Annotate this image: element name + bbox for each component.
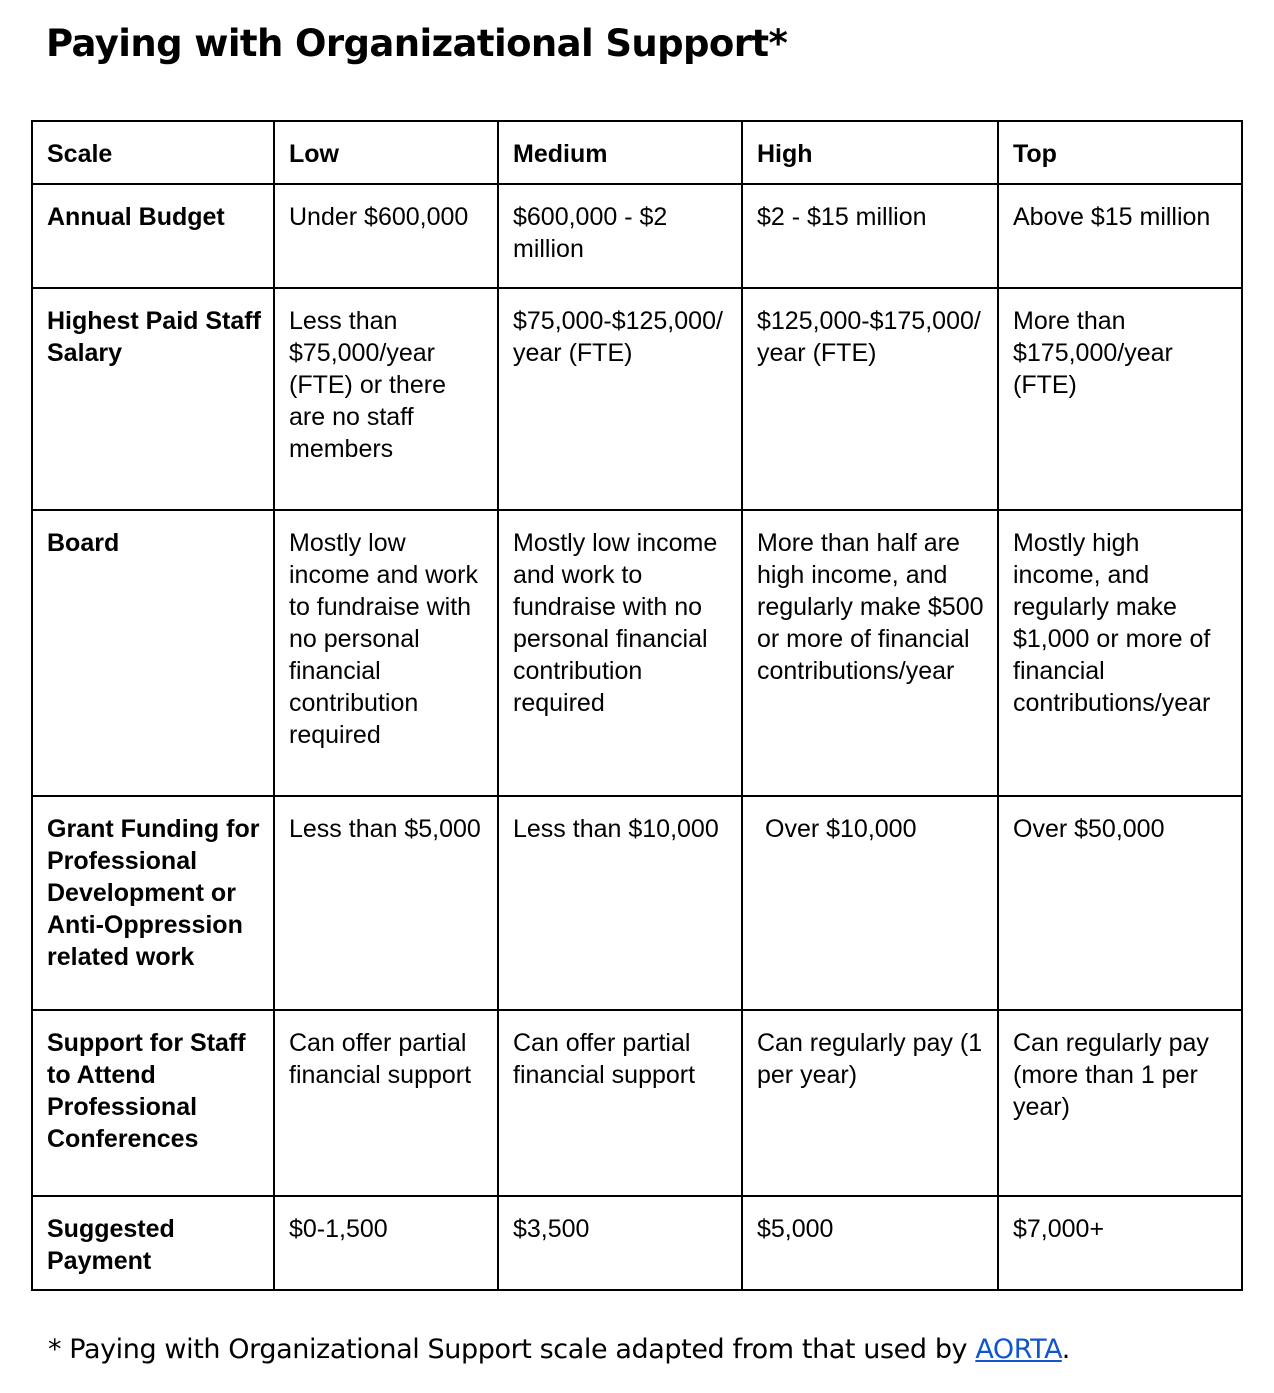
header-cell-high: High [742, 121, 998, 184]
header-cell-low: Low [274, 121, 498, 184]
header-cell-scale: Scale [32, 121, 274, 184]
table-cell: Mostly high income, and regularly make $1,000 or more of financial contributions/year [998, 510, 1242, 796]
header-cell-medium: Medium [498, 121, 742, 184]
table-cell: Can offer partial financial support [274, 1010, 498, 1196]
table-row-highest-paid-staff-salary [32, 288, 1242, 510]
table-cell: $7,000+ [998, 1196, 1242, 1290]
row-label: Support for Staff to Attend Professional Conferences [32, 1010, 274, 1196]
table-row-grant-funding [32, 796, 1242, 1010]
table-cell: $600,000 - $2 million [498, 184, 742, 288]
table-cell: $75,000-$125,000/year (FTE) [498, 288, 742, 510]
table-cell: Can regularly pay (1 per year) [742, 1010, 998, 1196]
table-cell: $0-1,500 [274, 1196, 498, 1290]
table-cell: Less than $75,000/year (FTE) or there are no staff members [274, 288, 498, 510]
scale-table [31, 120, 1243, 1291]
table-cell: $2 - $15 million [742, 184, 998, 288]
table-row-board [32, 510, 1242, 796]
row-label: Annual Budget [32, 184, 274, 288]
table-cell: Less than $10,000 [498, 796, 742, 1010]
header-cell-top: Top [998, 121, 1242, 184]
table-cell: $3,500 [498, 1196, 742, 1290]
row-label: Grant Funding for Professional Development or Anti-Oppression related work [32, 796, 274, 1010]
table-cell: Under $600,000 [274, 184, 498, 288]
table-cell: Above $15 million [998, 184, 1242, 288]
table-cell: Can offer partial financial support [498, 1010, 742, 1196]
table-cell: More than $175,000/year (FTE) [998, 288, 1242, 510]
row-label: Board [32, 510, 274, 796]
table-cell: Can regularly pay (more than 1 per year) [998, 1010, 1242, 1196]
table-cell: Over $50,000 [998, 796, 1242, 1010]
table-cell: $5,000 [742, 1196, 998, 1290]
table-cell: More than half are high income, and regularly make $500 or more of financial contributions/year [742, 510, 998, 796]
table-cell: Mostly low income and work to fundraise with no personal financial contribution required [498, 510, 742, 796]
table-header-row [32, 121, 1242, 184]
table-cell: $125,000-$175,000/year (FTE) [742, 288, 998, 510]
footnote-period: . [1061, 1334, 1070, 1365]
table-cell: Over $10,000 [742, 796, 998, 1010]
page-title: Paying with Organizational Support* [46, 22, 788, 65]
table-cell: Mostly low income and work to fundraise with no personal financial contribution required [274, 510, 498, 796]
table-row-support-for-staff [32, 1010, 1242, 1196]
row-label: Suggested Payment [32, 1196, 274, 1290]
table-row-annual-budget [32, 184, 1242, 288]
row-label: Highest Paid Staff Salary [32, 288, 274, 510]
footnote-text: * Paying with Organizational Support scale adapted from that used by [48, 1334, 976, 1365]
table-cell: Less than $5,000 [274, 796, 498, 1010]
footnote [48, 1330, 1070, 1370]
aorta-link[interactable]: AORTA [975, 1334, 1062, 1365]
table-row-suggested-payment [32, 1196, 1242, 1290]
